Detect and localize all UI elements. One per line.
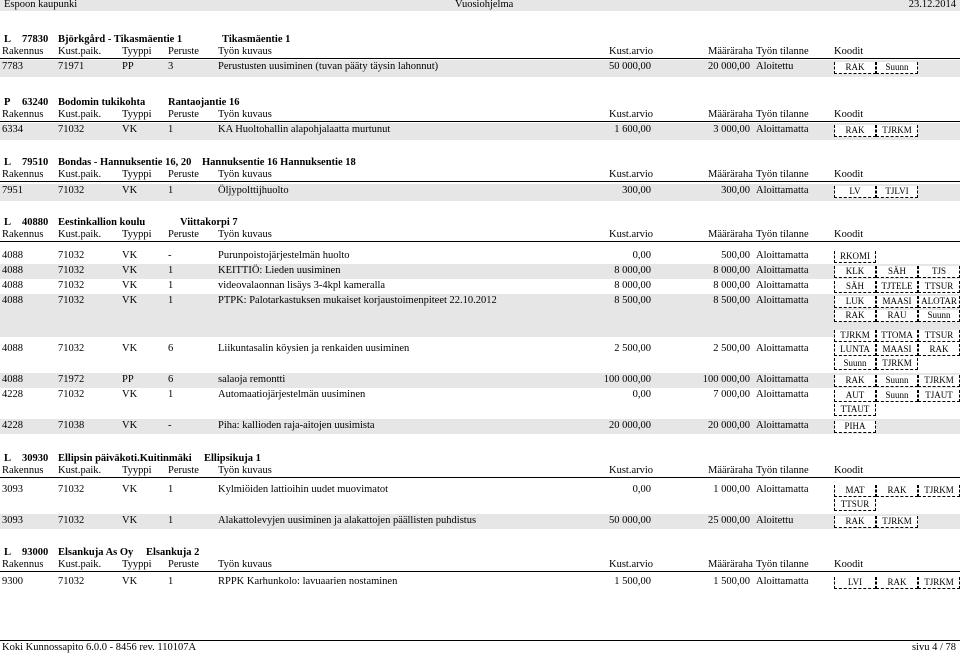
cell-status: Aloittamatta bbox=[756, 250, 809, 261]
table-row bbox=[0, 264, 960, 279]
column-header: Kust.arvio bbox=[609, 169, 654, 180]
section-name: Eestinkallion koulu bbox=[58, 217, 146, 228]
code-tag: TJRKM bbox=[876, 516, 918, 528]
column-header: Peruste bbox=[168, 46, 199, 57]
cell-budget: 1 500,00 bbox=[713, 576, 750, 587]
section-name: Björkgård - Tikasmäentie 1 bbox=[58, 34, 183, 45]
cell-type: VK bbox=[122, 265, 138, 276]
cell-type: VK bbox=[122, 484, 138, 495]
cell-description: Automaatiojärjestelmän uusiminen bbox=[218, 389, 366, 400]
table-row bbox=[0, 123, 960, 140]
code-tag: TJRKM bbox=[918, 577, 960, 589]
column-header: Kust.arvio bbox=[609, 46, 654, 57]
column-header: Kust.paik. bbox=[58, 465, 102, 476]
cell-building: 7783 bbox=[2, 61, 23, 72]
cell-budget: 100 000,00 bbox=[702, 374, 750, 385]
cell-status: Aloittamatta bbox=[756, 124, 809, 135]
cell-status: Aloittamatta bbox=[756, 185, 809, 196]
section-address: Rantaojantie 16 bbox=[168, 97, 240, 108]
column-header: Tyyppi bbox=[122, 169, 152, 180]
code-tag: SÄH bbox=[876, 266, 918, 278]
section-type: L bbox=[4, 34, 12, 45]
cell-status: Aloittamatta bbox=[756, 420, 809, 431]
cell-cost-center: 71032 bbox=[58, 389, 85, 400]
column-header: Työn kuvaus bbox=[218, 559, 272, 570]
cell-status: Aloittamatta bbox=[756, 280, 809, 291]
column-header: Koodit bbox=[834, 109, 864, 120]
report-title: Vuosiohjelma bbox=[455, 0, 514, 10]
column-header: Työn tilanne bbox=[756, 465, 809, 476]
cell-building: 9300 bbox=[2, 576, 23, 587]
cell-type: VK bbox=[122, 420, 138, 431]
cell-building: 7951 bbox=[2, 185, 23, 196]
cell-budget: 8 500,00 bbox=[713, 295, 750, 306]
code-tag: ALOTAR bbox=[918, 296, 960, 308]
cell-budget: 8 000,00 bbox=[713, 265, 750, 276]
column-header: Kust.arvio bbox=[609, 465, 654, 476]
cell-building: 4228 bbox=[2, 420, 23, 431]
column-header: Peruste bbox=[168, 109, 199, 120]
code-tag: KLK bbox=[834, 266, 876, 278]
cell-type: VK bbox=[122, 515, 138, 526]
column-header: Koodit bbox=[834, 169, 864, 180]
cell-budget: 20 000,00 bbox=[708, 61, 750, 72]
section-address: Ellipsikuja 1 bbox=[204, 453, 261, 464]
cell-status: Aloittamatta bbox=[756, 576, 809, 587]
code-tag: TJRKM bbox=[876, 125, 918, 137]
column-header: Työn tilanne bbox=[756, 46, 809, 57]
code-tag: LUK bbox=[834, 296, 876, 308]
cell-basis: 6 bbox=[168, 343, 174, 354]
column-header: Määräraha bbox=[708, 109, 753, 120]
column-header: Rakennus bbox=[2, 559, 44, 570]
column-header: Kust.paik. bbox=[58, 109, 102, 120]
column-header: Työn kuvaus bbox=[218, 109, 272, 120]
cell-building: 4088 bbox=[2, 265, 23, 276]
column-header: Tyyppi bbox=[122, 109, 152, 120]
cell-budget: 7 000,00 bbox=[713, 389, 750, 400]
footer-page: sivu 4 / 78 bbox=[911, 642, 956, 653]
code-tag: MAASI bbox=[876, 296, 918, 308]
cell-type: VK bbox=[122, 250, 138, 261]
section-name: Bodomin tukikohta bbox=[58, 97, 146, 108]
cell-type: VK bbox=[122, 389, 138, 400]
cell-estimate: 0,00 bbox=[632, 250, 651, 261]
code-tag: AUT bbox=[834, 390, 876, 402]
cell-basis: 1 bbox=[168, 515, 174, 526]
cell-estimate: 8 000,00 bbox=[614, 280, 651, 291]
cell-status: Aloittamatta bbox=[756, 343, 809, 354]
cell-description: Purunpoistojärjestelmän huolto bbox=[218, 250, 350, 261]
cell-estimate: 8 000,00 bbox=[614, 265, 651, 276]
cell-description: Perustusten uusiminen (tuvan pääty täysin lahonnut) bbox=[218, 61, 439, 72]
cell-cost-center: 71032 bbox=[58, 295, 85, 306]
cell-basis: 1 bbox=[168, 265, 174, 276]
cell-basis: - bbox=[168, 420, 172, 431]
column-header: Työn tilanne bbox=[756, 109, 809, 120]
cell-building: 3093 bbox=[2, 484, 23, 495]
code-tag: LV bbox=[834, 186, 876, 198]
table-row bbox=[0, 184, 960, 201]
column-header: Määräraha bbox=[708, 229, 753, 240]
cell-building: 4088 bbox=[2, 343, 23, 354]
cell-basis: - bbox=[168, 250, 172, 261]
table-row bbox=[0, 388, 960, 417]
code-tag: LVI bbox=[834, 577, 876, 589]
code-tag: TJS bbox=[918, 266, 960, 278]
table-row bbox=[0, 373, 960, 388]
column-header: Määräraha bbox=[708, 465, 753, 476]
code-tag: Suunn bbox=[876, 375, 918, 387]
section-code: 30930 bbox=[22, 453, 49, 464]
cell-cost-center: 71032 bbox=[58, 343, 85, 354]
code-tag: Suunn bbox=[918, 310, 960, 322]
code-tag: RAK bbox=[834, 62, 876, 74]
code-tag: TJAUT bbox=[918, 390, 960, 402]
cell-basis: 1 bbox=[168, 185, 174, 196]
code-tag: LUNTA bbox=[834, 344, 876, 356]
column-header: Koodit bbox=[834, 559, 864, 570]
section-type: L bbox=[4, 453, 12, 464]
cell-basis: 1 bbox=[168, 484, 174, 495]
cell-cost-center: 71032 bbox=[58, 250, 85, 261]
cell-type: VK bbox=[122, 295, 138, 306]
cell-cost-center: 71038 bbox=[58, 420, 85, 431]
section-name: Bondas - Hannuksentie 16, 20 bbox=[58, 157, 192, 168]
cell-status: Aloittamatta bbox=[756, 265, 809, 276]
column-header: Työn tilanne bbox=[756, 559, 809, 570]
cell-budget: 3 000,00 bbox=[713, 124, 750, 135]
code-tag: TTSUR bbox=[834, 499, 876, 511]
column-header: Kust.arvio bbox=[609, 559, 654, 570]
cell-basis: 6 bbox=[168, 374, 174, 385]
cell-cost-center: 71971 bbox=[58, 61, 85, 72]
column-header: Kust.paik. bbox=[58, 559, 102, 570]
top-bar bbox=[0, 0, 960, 11]
cell-cost-center: 71972 bbox=[58, 374, 85, 385]
cell-description: PTPK: Palotarkastuksen mukaiset korjaustoimenpiteet 22.10.2012 bbox=[218, 295, 497, 306]
column-header: Peruste bbox=[168, 229, 199, 240]
code-tag: TJRKM bbox=[918, 375, 960, 387]
section-address: Elsankuja 2 bbox=[146, 547, 200, 558]
cell-building: 4088 bbox=[2, 250, 23, 261]
code-tag: RAK bbox=[834, 516, 876, 528]
code-tag: TTOMA bbox=[876, 330, 918, 342]
table-row bbox=[0, 575, 960, 590]
cell-description: Alakattolevyjen uusiminen ja alakattojen päällisten puhdistus bbox=[218, 515, 477, 526]
cell-type: VK bbox=[122, 280, 138, 291]
cell-budget: 2 500,00 bbox=[713, 343, 750, 354]
column-header: Rakennus bbox=[2, 465, 44, 476]
code-tag: RKOMI bbox=[834, 251, 876, 263]
code-tag: TJRKM bbox=[834, 330, 876, 342]
column-header: Rakennus bbox=[2, 46, 44, 57]
cell-cost-center: 71032 bbox=[58, 484, 85, 495]
column-header: Määräraha bbox=[708, 559, 753, 570]
section-code: 79510 bbox=[22, 157, 49, 168]
column-header: Peruste bbox=[168, 465, 199, 476]
cell-basis: 1 bbox=[168, 389, 174, 400]
cell-basis: 1 bbox=[168, 280, 174, 291]
column-header: Työn kuvaus bbox=[218, 465, 272, 476]
cell-basis: 1 bbox=[168, 295, 174, 306]
cell-budget: 25 000,00 bbox=[708, 515, 750, 526]
cell-cost-center: 71032 bbox=[58, 265, 85, 276]
column-header: Työn tilanne bbox=[756, 169, 809, 180]
code-tag: RAU bbox=[876, 310, 918, 322]
section-address: Viittakorpi 7 bbox=[180, 217, 238, 228]
cell-type: VK bbox=[122, 343, 138, 354]
cell-estimate: 100 000,00 bbox=[603, 374, 651, 385]
cell-estimate: 1 600,00 bbox=[614, 124, 651, 135]
column-header: Koodit bbox=[834, 229, 864, 240]
cell-status: Aloittamatta bbox=[756, 484, 809, 495]
cell-description: KEITTIÖ: Lieden uusiminen bbox=[218, 265, 341, 276]
column-header: Rakennus bbox=[2, 109, 44, 120]
footer-divider bbox=[0, 640, 960, 641]
section-address: Hannuksentie 16 Hannuksentie 18 bbox=[202, 157, 356, 168]
column-header: Kust.paik. bbox=[58, 229, 102, 240]
cell-basis: 1 bbox=[168, 576, 174, 587]
code-tag: PIHA bbox=[834, 421, 876, 433]
column-header: Tyyppi bbox=[122, 46, 152, 57]
cell-budget: 20 000,00 bbox=[708, 420, 750, 431]
cell-description: RPPK Karhunkolo: lavuaarien nostaminen bbox=[218, 576, 398, 587]
column-header: Koodit bbox=[834, 465, 864, 476]
footer-version: Koki Kunnossapito 6.0.0 - 8456 rev. 110107A bbox=[2, 642, 197, 653]
cell-description: Piha: kallioden raja-aitojen uusimista bbox=[218, 420, 375, 431]
column-header: Määräraha bbox=[708, 169, 753, 180]
code-tag: Suunn bbox=[876, 390, 918, 402]
code-tag: TTSUR bbox=[918, 281, 960, 293]
cell-building: 4088 bbox=[2, 374, 23, 385]
column-header: Tyyppi bbox=[122, 465, 152, 476]
cell-description: videovalaonnan lisäys 3-4kpl kameralla bbox=[218, 280, 386, 291]
column-header: Tyyppi bbox=[122, 229, 152, 240]
section-type: L bbox=[4, 157, 12, 168]
table-row bbox=[0, 514, 960, 529]
org-name: Espoon kaupunki bbox=[4, 0, 78, 10]
code-tag: MAASI bbox=[876, 344, 918, 356]
cell-estimate: 0,00 bbox=[632, 484, 651, 495]
cell-cost-center: 71032 bbox=[58, 185, 85, 196]
section-type: L bbox=[4, 547, 12, 558]
code-tag: RAK bbox=[876, 577, 918, 589]
column-header: Työn kuvaus bbox=[218, 169, 272, 180]
section-type: P bbox=[4, 97, 11, 108]
column-header: Tyyppi bbox=[122, 559, 152, 570]
cell-basis: 1 bbox=[168, 124, 174, 135]
code-tag: TJRKM bbox=[918, 485, 960, 497]
code-tag: RAK bbox=[918, 344, 960, 356]
code-tag: SÄH bbox=[834, 281, 876, 293]
section-code: 63240 bbox=[22, 97, 49, 108]
column-header: Määräraha bbox=[708, 46, 753, 57]
table-row bbox=[0, 342, 960, 373]
cell-status: Aloittamatta bbox=[756, 389, 809, 400]
column-header: Koodit bbox=[834, 46, 864, 57]
cell-status: Aloitettu bbox=[756, 61, 794, 72]
cell-estimate: 8 500,00 bbox=[614, 295, 651, 306]
cell-building: 4088 bbox=[2, 280, 23, 291]
cell-cost-center: 71032 bbox=[58, 515, 85, 526]
code-tag: TTSUR bbox=[918, 330, 960, 342]
column-header: Peruste bbox=[168, 559, 199, 570]
code-tag: RAK bbox=[834, 310, 876, 322]
table-row bbox=[0, 279, 960, 294]
column-header: Työn tilanne bbox=[756, 229, 809, 240]
code-tag: MAT bbox=[834, 485, 876, 497]
column-header: Kust.arvio bbox=[609, 229, 654, 240]
table-row bbox=[0, 249, 960, 264]
section-code: 40880 bbox=[22, 217, 49, 228]
cell-estimate: 1 500,00 bbox=[614, 576, 651, 587]
code-tag: TJRKM bbox=[876, 358, 918, 370]
cell-type: VK bbox=[122, 185, 138, 196]
section-name: Elsankuja As Oy bbox=[58, 547, 134, 558]
section-address: Tikasmäentie 1 bbox=[222, 34, 291, 45]
cell-description: Kylmiöiden lattioihin uudet muovimatot bbox=[218, 484, 389, 495]
column-header: Kust.arvio bbox=[609, 109, 654, 120]
cell-status: Aloitettu bbox=[756, 515, 794, 526]
cell-estimate: 20 000,00 bbox=[609, 420, 651, 431]
cell-description: Öljypolttijhuolto bbox=[218, 185, 289, 196]
cell-building: 4088 bbox=[2, 295, 23, 306]
code-tag: RAK bbox=[834, 125, 876, 137]
code-tag: RAK bbox=[834, 375, 876, 387]
cell-budget: 1 000,00 bbox=[713, 484, 750, 495]
cell-estimate: 50 000,00 bbox=[609, 515, 651, 526]
cell-type: PP bbox=[122, 374, 134, 385]
code-tag: Suunn bbox=[876, 62, 918, 74]
table-row bbox=[0, 419, 960, 434]
column-header: Rakennus bbox=[2, 169, 44, 180]
cell-estimate: 0,00 bbox=[632, 389, 651, 400]
section-code: 93000 bbox=[22, 547, 49, 558]
cell-status: Aloittamatta bbox=[756, 374, 809, 385]
column-header: Työn kuvaus bbox=[218, 229, 272, 240]
cell-description: KA Huoltohallin alapohjalaatta murtunut bbox=[218, 124, 391, 135]
cell-cost-center: 71032 bbox=[58, 576, 85, 587]
cell-estimate: 300,00 bbox=[622, 185, 651, 196]
cell-description: Liikuntasalin köysien ja renkaiden uusiminen bbox=[218, 343, 410, 354]
code-tag: TJTELE bbox=[876, 281, 918, 293]
section-code: 77830 bbox=[22, 34, 49, 45]
cell-cost-center: 71032 bbox=[58, 280, 85, 291]
code-tag: TJLVI bbox=[876, 186, 918, 198]
section-type: L bbox=[4, 217, 12, 228]
cell-description: salaoja remontti bbox=[218, 374, 286, 385]
cell-cost-center: 71032 bbox=[58, 124, 85, 135]
code-tag: RAK bbox=[876, 485, 918, 497]
cell-type: PP bbox=[122, 61, 134, 72]
code-tag: TTAUT bbox=[834, 404, 876, 416]
column-header: Rakennus bbox=[2, 229, 44, 240]
cell-building: 3093 bbox=[2, 515, 23, 526]
column-header: Kust.paik. bbox=[58, 169, 102, 180]
cell-building: 4228 bbox=[2, 389, 23, 400]
section-name: Ellipsin päiväkoti.Kuitinmäki bbox=[58, 453, 192, 464]
cell-status: Aloittamatta bbox=[756, 295, 809, 306]
cell-budget: 500,00 bbox=[721, 250, 750, 261]
cell-building: 6334 bbox=[2, 124, 23, 135]
report-date: 23.12.2014 bbox=[908, 0, 956, 10]
cell-type: VK bbox=[122, 124, 138, 135]
column-header: Työn kuvaus bbox=[218, 46, 272, 57]
code-tag: Suunn bbox=[834, 358, 876, 370]
cell-type: VK bbox=[122, 576, 138, 587]
cell-estimate: 50 000,00 bbox=[609, 61, 651, 72]
table-row bbox=[0, 60, 960, 77]
table-row bbox=[0, 483, 960, 512]
cell-basis: 3 bbox=[168, 61, 174, 72]
column-header: Peruste bbox=[168, 169, 199, 180]
column-header: Kust.paik. bbox=[58, 46, 102, 57]
cell-budget: 300,00 bbox=[721, 185, 750, 196]
cell-budget: 8 000,00 bbox=[713, 280, 750, 291]
cell-estimate: 2 500,00 bbox=[614, 343, 651, 354]
